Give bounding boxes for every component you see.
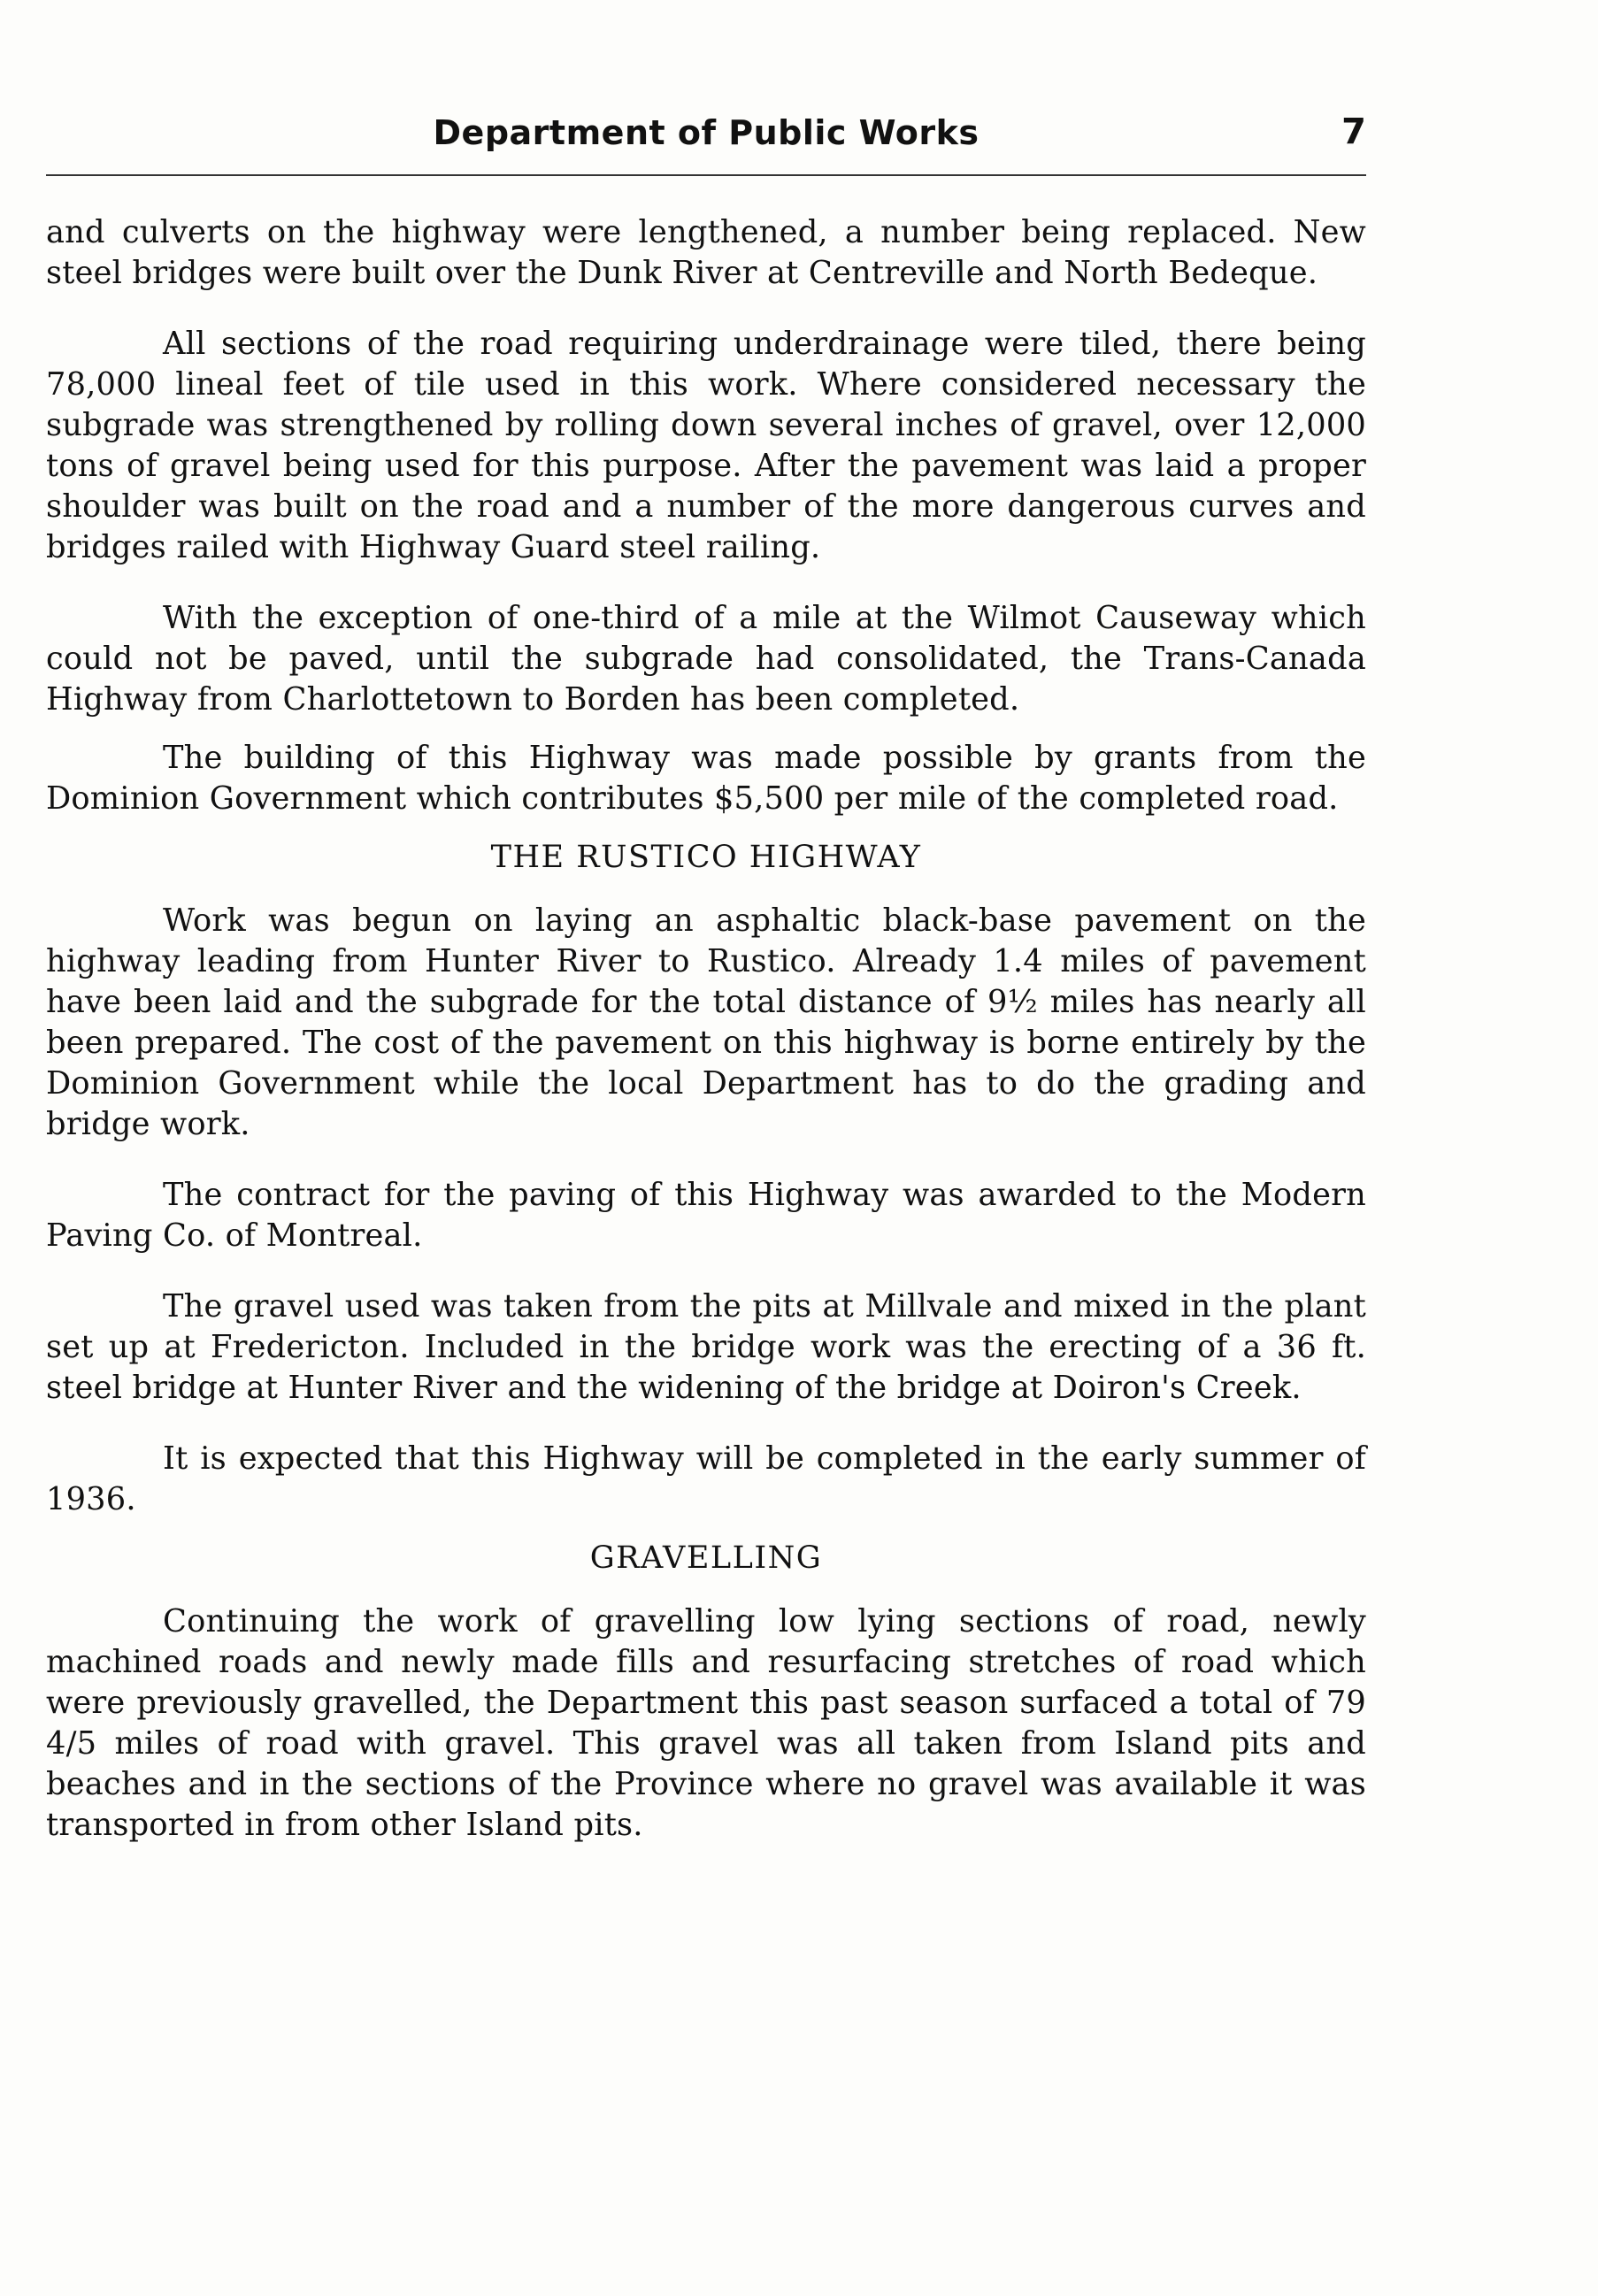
- paragraph-gravel-source: The gravel used was taken from the pits at Millvale and mixed in the plant set up at Fredericton. Included in the bridge work was the erecting of a 36 ft. steel bridge at Hunter River and the widening of the bridge at Doiron's Creek.: [46, 1288, 1366, 1406]
- paragraph-continuation: and culverts on the highway were lengthened, a number being replaced. New steel bridges were built over the Dunk River at Centreville and North Bedeque.: [46, 214, 1366, 291]
- paragraph-gravelling: Continuing the work of gravelling low lying sections of road, newly machined roads and newly made fills and resurfacing stretches of road which were previously gravelled, the Department this past season surfaced a total of 79 4/5 miles of road with gravel. This gravel was all taken from Island pits and beaches and in the sections of the Province where no gravel was available it was transported in from other Island pits.: [46, 1603, 1366, 1843]
- paragraph-completion: It is expected that this Highway will be completed in the early summer of 1936.: [46, 1440, 1366, 1517]
- section-heading-gravelling: GRAVELLING: [589, 1540, 823, 1576]
- paragraph-wilmot-causeway: With the exception of one-third of a mile at the Wilmot Causeway which could not be paved, until the subgrade had consolidated, the Trans-Canada Highway from Charlottetown to Borden has been completed.: [46, 600, 1366, 718]
- paragraph-paving-contract: The contract for the paving of this Highway was awarded to the Modern Paving Co. of Montreal.: [46, 1177, 1366, 1254]
- running-title: Department of Public Works: [433, 113, 980, 152]
- paragraph-rustico-pavement: Work was begun on laying an asphaltic black-base pavement on the highway leading from Hunter River to Rustico. Already 1.4 miles of pavement have been laid and the subgrade for the total distance of 9½ miles has nearly all been prepared. The cost of the pavement on this highway is borne entirely by the Dominion Government while the local Department has to do the grading and bridge work.: [46, 902, 1366, 1142]
- paragraph-underdrainage: All sections of the road requiring underdrainage were tiled, there being 78,000 lineal feet of tile used in this work. Where considered necessary the subgrade was strengthened by rolling down several inches of gravel, over 12,000 tons of gravel being used for this purpose. After the pavement was laid a proper shoulder was built on the road and a number of the more dangerous curves and bridges railed with Highway Guard steel railing.: [46, 326, 1366, 565]
- page-number: 7: [1341, 111, 1366, 152]
- section-heading-rustico-highway: THE RUSTICO HIGHWAY: [490, 840, 922, 875]
- body-text: [46, 212, 1366, 1876]
- paragraph-dominion-grants: The building of this Highway was made possible by grants from the Dominion Government which contributes $5,500 per mile of the completed road.: [46, 740, 1366, 817]
- header-rule: [46, 174, 1366, 176]
- running-head: [46, 113, 1366, 168]
